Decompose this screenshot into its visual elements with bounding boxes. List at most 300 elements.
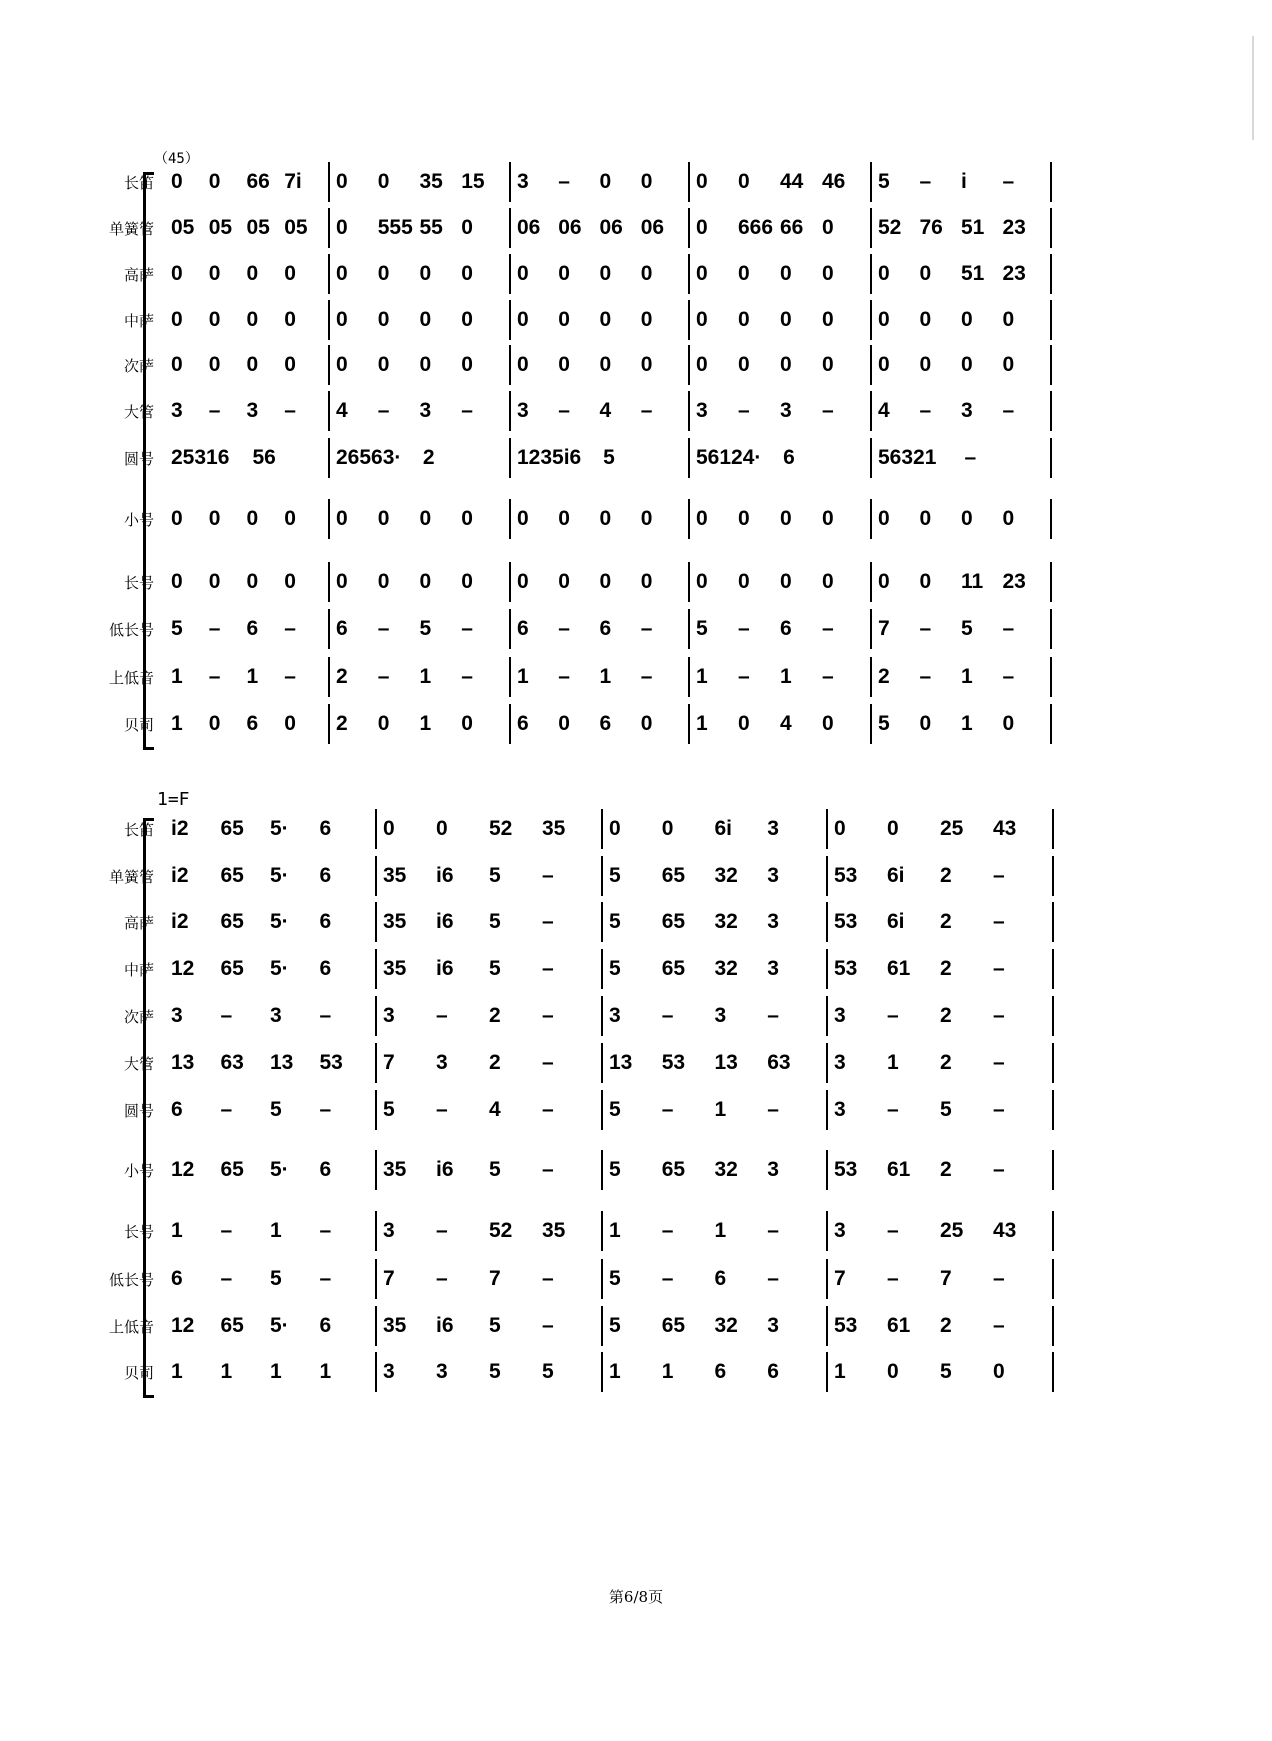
measure-cell <box>609 1268 820 1292</box>
measure-cell <box>383 1052 595 1076</box>
note-group: 3 <box>609 1004 621 1027</box>
barline <box>601 902 603 942</box>
note-group: – <box>558 665 570 688</box>
note-group: – <box>461 399 473 422</box>
barline <box>509 391 511 431</box>
note-group: 3 <box>834 1051 846 1074</box>
note-group: – <box>919 617 932 640</box>
measure-cell <box>336 713 503 737</box>
measure-cell <box>517 571 682 595</box>
note-group: 0 <box>599 262 612 285</box>
note-group: 3 <box>767 817 779 840</box>
barline <box>1052 1352 1054 1392</box>
note-group: 53 <box>834 864 858 887</box>
measure-cell <box>171 911 369 935</box>
measure-cell <box>336 508 503 532</box>
note-group: 13 <box>714 1051 738 1074</box>
note-group: 0 <box>834 817 846 840</box>
note-group: 1 <box>780 665 792 688</box>
note-group: – <box>738 617 750 640</box>
note-group: 6 <box>171 1267 183 1290</box>
barline <box>601 1352 603 1392</box>
note-group: 2 <box>940 1004 952 1027</box>
note-group: 6 <box>783 446 795 469</box>
measure-cell <box>171 1005 369 1029</box>
instrument-label: 小号 <box>123 1162 154 1180</box>
barline <box>1052 1259 1054 1299</box>
note-group: 6 <box>714 1360 727 1383</box>
note-group: 25 <box>940 817 964 840</box>
note-group: 0 <box>558 570 570 593</box>
note-group: 2 <box>940 1158 952 1181</box>
note-group: 2 <box>878 665 890 688</box>
measure-cell <box>171 1220 369 1244</box>
note-group: 0 <box>1002 712 1015 735</box>
note-group: 61 <box>887 1158 911 1181</box>
barline <box>375 856 377 896</box>
note-group: 3 <box>246 399 259 422</box>
note-group: 3 <box>767 864 779 887</box>
note-group: – <box>887 1219 899 1242</box>
note-group: 53 <box>834 1158 858 1181</box>
measure-cell <box>171 865 369 889</box>
note-group: 0 <box>171 507 183 530</box>
note-group: 0 <box>887 1360 899 1383</box>
note-group: 3 <box>171 399 183 422</box>
measure-cell <box>878 354 1044 378</box>
note-group: – <box>640 617 653 640</box>
note-group: 53 <box>661 1051 686 1074</box>
note-group: 63 <box>767 1051 791 1074</box>
note-group: – <box>558 170 570 193</box>
note-group: i6 <box>436 910 454 933</box>
measure-cell <box>517 508 682 532</box>
note-group: 0 <box>419 570 432 593</box>
note-group: 7 <box>383 1051 395 1074</box>
measure-cell <box>171 958 369 982</box>
note-group: 0 <box>208 308 221 331</box>
note-group: 5 <box>609 1267 621 1290</box>
note-group: – <box>542 1098 554 1121</box>
note-group: 0 <box>284 712 296 735</box>
barline <box>328 562 330 602</box>
note-group: – <box>542 864 554 887</box>
note-group: 4 <box>489 1098 501 1121</box>
note-group: 65 <box>661 1158 686 1181</box>
note-group: – <box>284 665 296 688</box>
note-group: – <box>661 1267 674 1290</box>
note-group: 6 <box>336 617 348 640</box>
measure-cell <box>171 713 322 737</box>
measure-cell <box>696 354 864 378</box>
note-group: i6 <box>436 1314 454 1337</box>
note-group: – <box>558 399 570 422</box>
barline <box>375 1043 377 1083</box>
note-group: 0 <box>208 353 221 376</box>
note-group: 0 <box>171 262 183 285</box>
note-group: 0 <box>919 712 932 735</box>
note-group: 2 <box>489 1051 501 1074</box>
note-group: 5 <box>489 1158 501 1181</box>
barline <box>1050 609 1052 649</box>
measure-cell <box>609 865 820 889</box>
barline <box>601 1306 603 1346</box>
note-group: 0 <box>640 712 653 735</box>
note-group: 3 <box>767 1158 779 1181</box>
measure-cell <box>171 1099 369 1123</box>
note-group: 3 <box>767 1314 779 1337</box>
barline <box>870 562 872 602</box>
note-group: 6i <box>887 864 905 887</box>
note-group: 2 <box>940 957 952 980</box>
note-group: 4 <box>336 399 348 422</box>
barline <box>509 562 511 602</box>
measure-cell <box>696 571 864 595</box>
note-group: 05 <box>246 216 270 239</box>
note-group: 0 <box>284 262 296 285</box>
measure-cell <box>336 217 503 241</box>
note-group: 12 <box>171 1314 195 1337</box>
note-group: – <box>542 1051 554 1074</box>
barline <box>870 438 872 478</box>
note-group: 3 <box>961 399 973 422</box>
note-group: 0 <box>208 570 221 593</box>
barline <box>375 949 377 989</box>
note-group: 35 <box>542 1219 566 1242</box>
barline <box>688 208 690 248</box>
barline <box>375 902 377 942</box>
note-group: 1 <box>171 712 183 735</box>
measure-cell <box>517 618 682 642</box>
note-group: 5632 <box>878 446 925 469</box>
barline <box>328 162 330 202</box>
note-group: – <box>822 399 834 422</box>
measure-cell <box>696 400 864 424</box>
barline <box>509 657 511 697</box>
note-group: 0 <box>377 353 390 376</box>
note-group: 0 <box>517 262 529 285</box>
note-group: 0 <box>558 507 570 530</box>
note-group: 1 <box>696 665 708 688</box>
note-group: 0 <box>780 262 792 285</box>
barline <box>1052 1150 1054 1190</box>
note-group: 0 <box>246 353 259 376</box>
instrument-label: 长笛 <box>123 821 154 839</box>
barline <box>509 208 511 248</box>
note-group: 5 <box>609 957 621 980</box>
barline <box>1052 856 1054 896</box>
measure-cell <box>696 447 864 471</box>
barline <box>1052 902 1054 942</box>
measure-cell <box>834 1268 1046 1292</box>
note-group: 15 <box>461 170 485 193</box>
note-group: 0 <box>599 170 612 193</box>
barline <box>688 162 690 202</box>
barline <box>1050 657 1052 697</box>
note-group: 0 <box>436 817 448 840</box>
note-group: 3 <box>436 1051 448 1074</box>
note-group: 3 <box>780 399 792 422</box>
measure-cell <box>517 263 682 287</box>
note-group: 0 <box>336 216 348 239</box>
note-group: 1 <box>961 665 973 688</box>
note-group: – <box>822 665 834 688</box>
measure-cell <box>336 618 503 642</box>
barline <box>601 856 603 896</box>
note-group: 0 <box>377 170 390 193</box>
note-group: 06 <box>517 216 541 239</box>
note-group: 555 <box>377 216 413 239</box>
note-group: 0 <box>780 353 792 376</box>
note-group: 5 <box>878 712 890 735</box>
measure-cell <box>609 818 820 842</box>
note-group: – <box>436 1004 448 1027</box>
note-group: 0 <box>246 308 259 331</box>
note-group: – <box>220 1267 233 1290</box>
note-group: – <box>993 864 1005 887</box>
barline <box>1050 208 1052 248</box>
page-number: 第6/8页 <box>608 1588 664 1606</box>
note-group: 05 <box>208 216 233 239</box>
note-group: 51 <box>961 216 985 239</box>
note-group: 0 <box>336 353 348 376</box>
note-group: 3 <box>419 399 432 422</box>
note-group: 0 <box>696 507 708 530</box>
barline <box>688 657 690 697</box>
note-group: 0 <box>383 817 395 840</box>
barline <box>688 345 690 385</box>
barline <box>826 1090 828 1130</box>
measure-cell <box>383 1268 595 1292</box>
barline <box>509 499 511 539</box>
instrument-label: 大管 <box>123 1055 154 1073</box>
note-group: 0 <box>878 570 890 593</box>
measure-cell <box>609 911 820 935</box>
barline <box>870 254 872 294</box>
note-group: – <box>767 1219 779 1242</box>
measure-cell <box>517 400 682 424</box>
note-group: 3 <box>383 1219 395 1242</box>
note-group: 63 <box>220 1051 244 1074</box>
note-group: 0 <box>599 570 612 593</box>
note-group: 5· <box>270 910 289 933</box>
note-group: – <box>319 1219 332 1242</box>
note-group: 0 <box>993 1360 1005 1383</box>
note-group: – <box>542 1158 554 1181</box>
barline <box>328 208 330 248</box>
note-group: 3 <box>517 399 529 422</box>
note-group: – <box>208 665 221 688</box>
note-group: 66 <box>246 170 270 193</box>
barline <box>375 1352 377 1392</box>
note-group: 32 <box>714 1314 738 1337</box>
note-group: 0 <box>377 570 390 593</box>
note-group: – <box>319 1004 332 1027</box>
instrument-label: 上低音 <box>108 1318 154 1336</box>
note-group: 06 <box>640 216 665 239</box>
note-group: 6 <box>714 1267 727 1290</box>
barline <box>1052 996 1054 1036</box>
note-group: 7 <box>834 1267 846 1290</box>
note-group: – <box>377 665 390 688</box>
measure-cell <box>171 217 322 241</box>
note-group: 5 <box>270 1267 282 1290</box>
instrument-label: 大管 <box>123 403 154 421</box>
measure-cell <box>834 911 1046 935</box>
note-group: 5 <box>609 1314 621 1337</box>
note-group: 0 <box>517 308 529 331</box>
measure-cell <box>878 217 1044 241</box>
measure-cell <box>834 1159 1046 1183</box>
note-group: 1 <box>171 1219 183 1242</box>
note-group: 0 <box>558 262 570 285</box>
note-group: – <box>558 617 570 640</box>
note-group: 0 <box>696 262 708 285</box>
instrument-label: 圆号 <box>123 450 154 468</box>
note-group: 5· <box>270 1158 289 1181</box>
note-group: 0 <box>961 353 973 376</box>
note-group: – <box>993 957 1005 980</box>
barline <box>826 1150 828 1190</box>
note-group: – <box>767 1004 779 1027</box>
measure-cell <box>383 911 595 935</box>
barline <box>375 1306 377 1346</box>
note-group: – <box>993 1267 1005 1290</box>
note-group: i2 <box>171 910 189 933</box>
note-group: 0 <box>246 507 259 530</box>
note-group <box>1004 447 1044 471</box>
note-group: 0 <box>738 170 750 193</box>
measure-cell <box>171 400 322 424</box>
note-group: – <box>640 399 653 422</box>
note-group: 5 <box>961 617 973 640</box>
note-group: 51 <box>961 262 985 285</box>
note-group: 1 <box>661 1360 674 1383</box>
note-group: 0 <box>171 308 183 331</box>
note-group: 1 <box>599 665 612 688</box>
note-group: 0 <box>822 308 834 331</box>
measure-cell <box>696 508 864 532</box>
barline <box>826 1211 828 1251</box>
note-group: 1 <box>714 1219 727 1242</box>
measure-cell <box>383 1159 595 1183</box>
note-group: 5 <box>171 617 183 640</box>
note-group: 13 <box>171 1051 195 1074</box>
note-group: 32 <box>714 957 738 980</box>
note-group: 0 <box>461 712 473 735</box>
measure-cell <box>696 217 864 241</box>
note-group: – <box>220 1219 233 1242</box>
note-group: 0 <box>640 353 653 376</box>
note-group: 65 <box>661 957 686 980</box>
measure-cell <box>336 447 503 471</box>
note-group: 1 <box>696 712 708 735</box>
measure-cell <box>517 217 682 241</box>
note-group: – <box>1002 665 1015 688</box>
note-group: 0 <box>919 262 932 285</box>
note-group: 1 <box>609 1219 621 1242</box>
note-group: 1 <box>887 1051 899 1074</box>
note-group: 43 <box>993 1219 1017 1242</box>
measure-cell <box>609 1005 820 1029</box>
instrument-label: 长号 <box>123 1223 154 1241</box>
note-group: 53 <box>834 957 858 980</box>
measure-cell <box>171 1268 369 1292</box>
note-group: 1 <box>220 1360 233 1383</box>
note-group: 1 <box>171 1360 183 1383</box>
barline <box>1050 345 1052 385</box>
barline <box>328 300 330 340</box>
note-group: 0 <box>822 262 834 285</box>
note-group: 2 <box>940 1314 952 1337</box>
note-group: 6 <box>319 1314 332 1337</box>
note-group: 1 <box>834 1360 846 1383</box>
note-group: i6 <box>436 864 454 887</box>
barline <box>688 704 690 744</box>
note-group: 1235 <box>517 446 564 469</box>
barline <box>601 1150 603 1190</box>
measure-number-marker: （45） <box>154 151 199 167</box>
note-group: 6 <box>246 617 259 640</box>
barline <box>509 438 511 478</box>
note-group: 6 <box>319 817 332 840</box>
barline <box>870 345 872 385</box>
barline <box>601 949 603 989</box>
note-group: 0 <box>461 507 473 530</box>
note-group: – <box>284 399 296 422</box>
note-group: 6 <box>517 617 529 640</box>
note-group: 6 <box>319 864 332 887</box>
note-group: 0 <box>517 507 529 530</box>
note-group: 2 <box>422 446 435 469</box>
barline <box>1052 1043 1054 1083</box>
note-group: 6 <box>319 910 332 933</box>
measure-cell <box>171 447 322 471</box>
measure-cell <box>878 400 1044 424</box>
measure-cell <box>609 1315 820 1339</box>
instrument-label: 中萨 <box>123 961 154 979</box>
barline <box>1050 162 1052 202</box>
note-group: 53 <box>834 1314 858 1337</box>
barline <box>375 1259 377 1299</box>
note-group: 23 <box>1002 570 1026 593</box>
note-group: 32 <box>714 864 738 887</box>
note-group: – <box>461 665 473 688</box>
note-group: 0 <box>919 353 932 376</box>
measure-cell <box>383 1005 595 1029</box>
instrument-label: 贝司 <box>123 716 154 734</box>
measure-cell <box>171 508 322 532</box>
barline <box>1050 438 1052 478</box>
note-group: 1 <box>961 712 973 735</box>
note-group: – <box>542 910 554 933</box>
barline <box>1050 499 1052 539</box>
note-group: 0 <box>461 308 473 331</box>
note-group: 1 <box>270 1219 282 1242</box>
note-group: 53 <box>834 910 858 933</box>
note-group: – <box>284 617 296 640</box>
note-group: 5 <box>609 910 621 933</box>
barline <box>1052 949 1054 989</box>
measure-cell <box>696 713 864 737</box>
note-group: 5 <box>609 1098 621 1121</box>
note-group: 6 <box>780 617 792 640</box>
note-group: 65 <box>220 817 244 840</box>
note-group: 5612 <box>696 446 743 469</box>
note-group: – <box>640 665 653 688</box>
instrument-label: 贝司 <box>123 1364 154 1382</box>
measure-cell <box>336 354 503 378</box>
